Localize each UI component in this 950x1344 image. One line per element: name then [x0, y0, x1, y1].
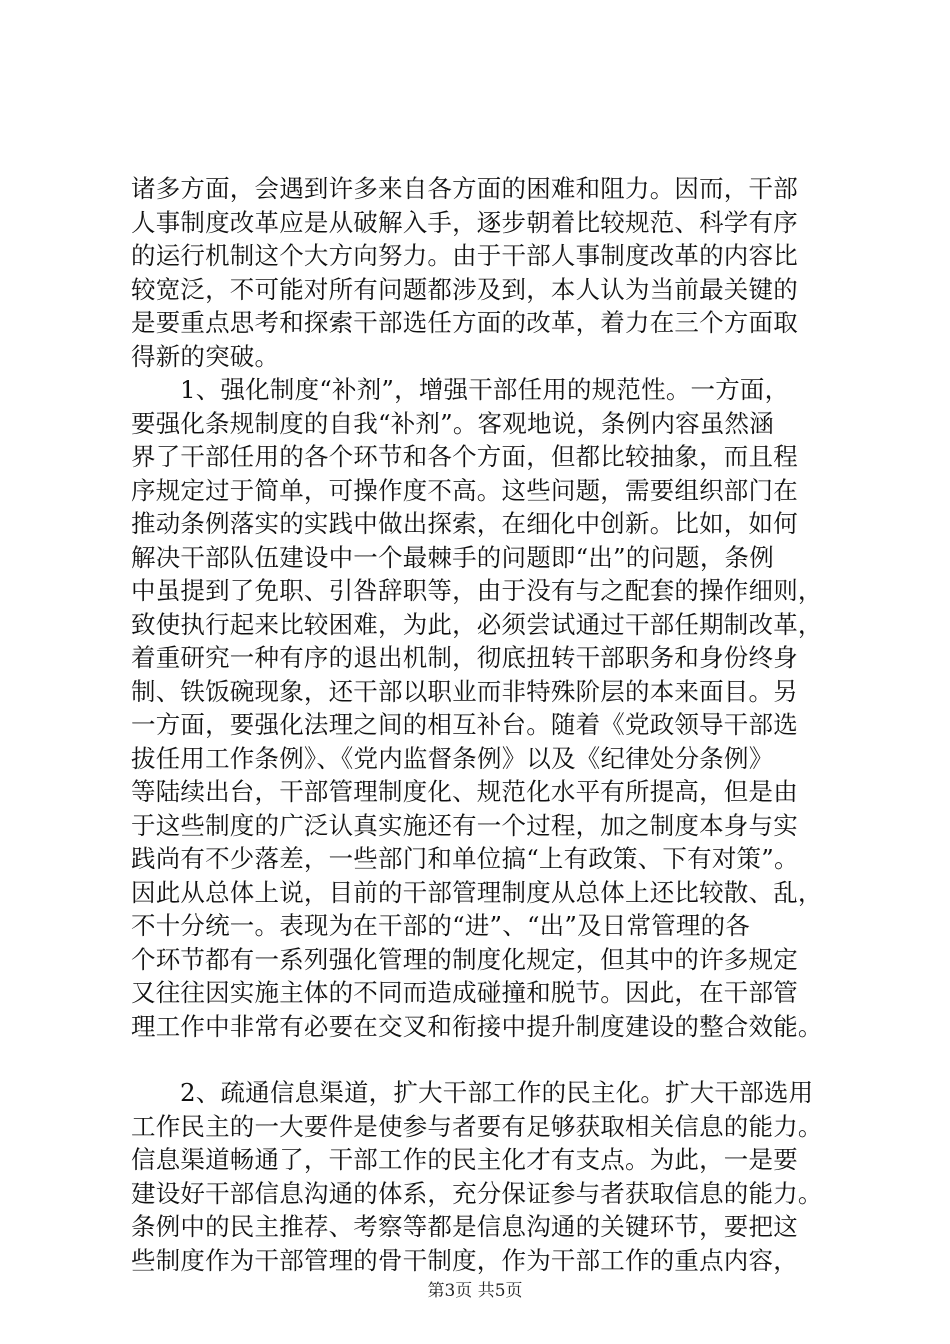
paragraph-gap — [131, 1043, 851, 1076]
text-line: 界了干部任用的各个环节和各个方面，但都比较抽象，而且程 — [131, 442, 798, 471]
text-line: 是要重点思考和探索干部选任方面的改革，着力在三个方面取 — [131, 308, 798, 337]
text-line: 序规定过于简单，可操作度不高。这些问题，需要组织部门在 — [131, 475, 798, 505]
text-line: 不十分统一。表现为在干部的“进”、“出”及日常管理的各 — [131, 911, 750, 940]
paragraph — [131, 172, 851, 373]
text-line: 拔任用工作条例》、《党内监督条例》以及《纪律处分条例》 — [131, 743, 774, 773]
text-line: 着重研究一种有序的退出机制，彻底扭转干部职务和身份终身 — [131, 643, 798, 672]
text-line: 解决干部队伍建设中一个最棘手的问题即“出”的问题，条例 — [131, 542, 774, 572]
text-line: 条例中的民主推荐、考察等都是信息沟通的关键环节，要把这 — [131, 1212, 798, 1241]
text-line: 致使执行起来比较困难，为此，必须尝试通过干部任期制改革， — [131, 609, 823, 639]
page-footer: 第3页 共5页 — [427, 1281, 523, 1301]
text-line: 1、强化制度“补剂”，增强干部任用的规范性。一方面， — [180, 375, 790, 404]
text-line: 工作民主的一大要件是使参与者要有足够获取相关信息的能力。 — [131, 1111, 823, 1141]
text-line: 建设好干部信息沟通的体系，充分保证参与者获取信息的能力。 — [131, 1178, 823, 1208]
paragraph — [131, 373, 851, 1043]
text-line: 的运行机制这个大方向努力。由于干部人事制度改革的内容比 — [131, 241, 798, 270]
text-line: 中虽提到了免职、引咎辞职等，由于没有与之配套的操作细则， — [131, 576, 823, 605]
paragraph — [131, 1076, 851, 1277]
text-line: 因此从总体上说，目前的干部管理制度从总体上还比较散、乱， — [131, 877, 823, 907]
text-line: 人事制度改革应是从破解入手，逐步朝着比较规范、科学有序 — [131, 207, 798, 237]
text-line: 一方面，要强化法理之间的相互补台。随着《党政领导干部选 — [131, 710, 798, 739]
text-line: 些制度作为干部管理的骨干制度，作为干部工作的重点内容， — [131, 1245, 798, 1275]
text-line: 于这些制度的广泛认真实施还有一个过程，加之制度本身与实 — [131, 810, 798, 840]
text-line: 2、疏通信息渠道，扩大干部工作的民主化。扩大干部选用 — [180, 1078, 814, 1107]
text-line: 诸多方面，会遇到许多来自各方面的困难和阻力。因而，干部 — [131, 174, 798, 203]
text-line: 信息渠道畅通了，干部工作的民主化才有支点。为此，一是要 — [131, 1145, 798, 1174]
text-line: 理工作中非常有必要在交叉和衔接中提升制度建设的整合效能。 — [131, 1011, 823, 1041]
text-line: 又往往因实施主体的不同而造成碰撞和脱节。因此，在干部管 — [131, 978, 798, 1007]
text-line: 个环节都有一系列强化管理的制度化规定，但其中的许多规定 — [131, 944, 798, 974]
text-line: 推动条例落实的实践中做出探索，在细化中创新。比如，如何 — [131, 509, 798, 538]
text-line: 要强化条规制度的自我“补剂”。客观地说，条例内容虽然涵 — [131, 408, 774, 438]
text-line: 制、铁饭碗现象，还干部以职业而非特殊阶层的本来面目。另 — [131, 676, 798, 706]
text-line: 得新的突破。 — [131, 341, 280, 371]
document-body — [131, 172, 851, 1277]
text-line: 等陆续出台，干部管理制度化、规范化水平有所提高，但是由 — [131, 777, 798, 806]
text-line: 较宽泛，不可能对所有问题都涉及到，本人认为当前最关键的 — [131, 274, 798, 304]
text-line: 践尚有不少落差，一些部门和单位搞“上有政策、下有对策”。 — [131, 844, 799, 873]
